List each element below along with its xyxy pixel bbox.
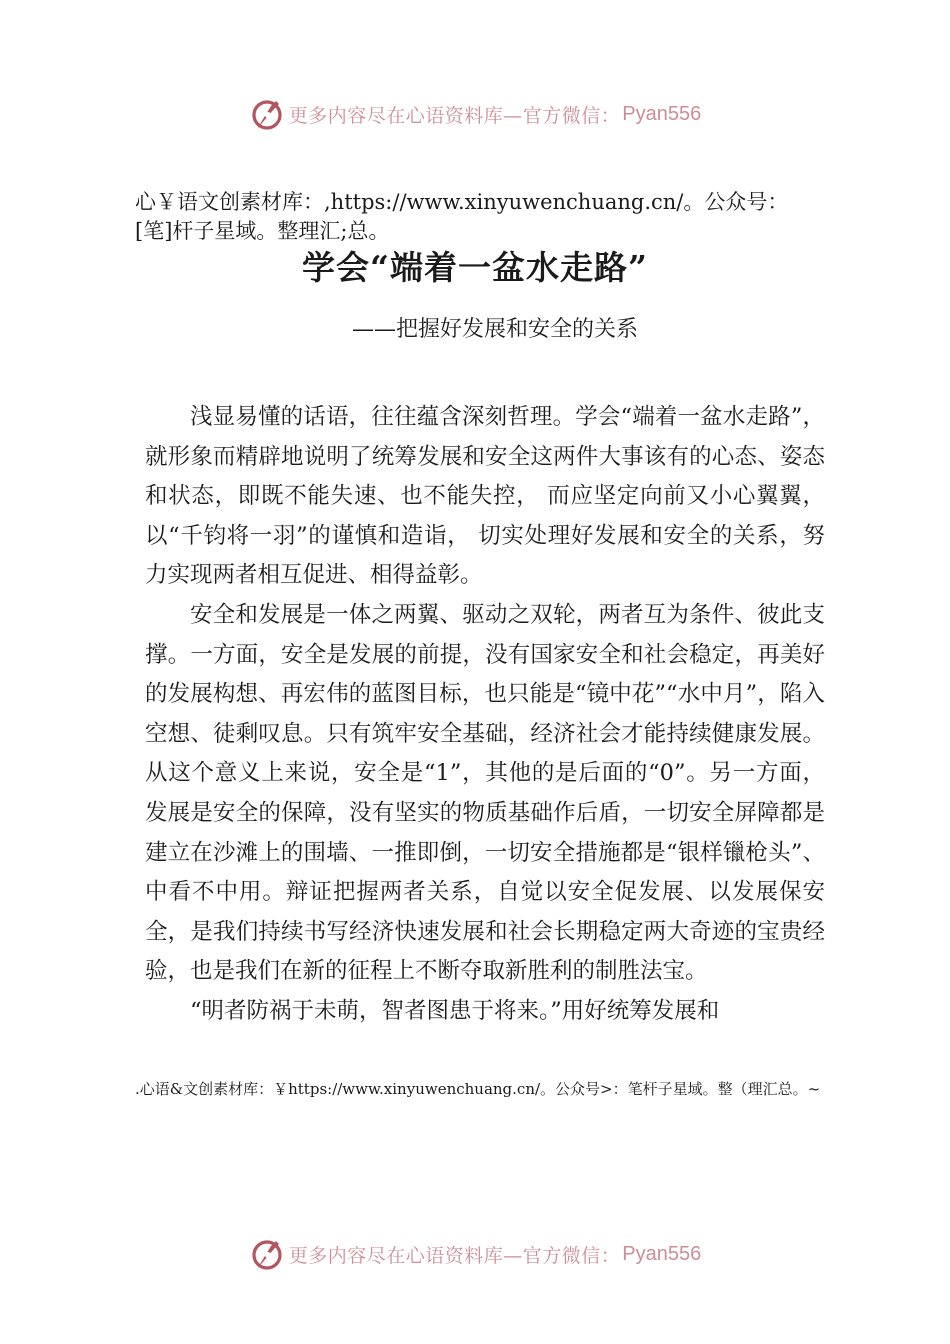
pen-logo-icon — [249, 1236, 285, 1272]
watermark-text: 更多内容尽在心语资料库—官方微信： — [288, 1244, 621, 1267]
footer-note: .心语&文创素材库：￥https://www.xinyuwenchuang.cn/。公众号>：笔杆子星域。整（理汇总。~ — [135, 1080, 821, 1098]
pen-logo-icon — [249, 96, 285, 132]
watermark-account: Pyan556 — [622, 1242, 702, 1265]
watermark-text: 更多内容尽在心语资料库—官方微信： — [288, 104, 621, 127]
header-note: 心￥语文创素材库：,https://www.xinyuwenchuang.cn/。公众号：[笔]杆子星域。整理汇;总。 — [135, 190, 789, 243]
paragraph-2: 安全和发展是一体之两翼、驱动之双轮，两者互为条件、彼此支撑。一方面，安全是发展的前提，没有国家安全和社会稳定，再美好的发展构想、再宏伟的蓝图目标，也只能是“镜中花”“水中月”，陷入空想、徒剩叹息。只有筑牢安全基础，经济社会才能持续健康发展。从这个意义上来说，安全是“1”，其他的是后面的“0”。另一方面，发展是安全的保障，没有坚实的物质基础作后盾，一切安全屏障都是建立在沙滩上的围墙、一推即倒，一切安全措施都是“银样镴枪头”、中看不中用。辩证把握两者关系，自觉以安全促发展、以发展保安全，是我们持续书写经济快速发展和社会长期稳定两大奇迹的宝贵经验，也是我们在新的征程上不断夺取新胜利的制胜法宝。 — [145, 601, 825, 985]
paragraph-1: 浅显易懂的话语，往往蕴含深刻哲理。学会“端着一盆水走路”，就形象而精辟地说明了统筹发展和安全这两件大事该有的心态、姿态和状态，即既不能失速、也不能失控， 而应坚定向前又小心翼翼，以“千钧将一羽”的谨慎和造诣， 切实处理好发展和安全的关系，努力实现两者相互促进、相得益彰。 — [145, 404, 825, 589]
watermark-bottom — [0, 1234, 950, 1274]
article-body — [145, 398, 825, 1032]
article-subtitle: ——把握好发展和安全的关系 — [351, 317, 638, 342]
paragraph-3: “明者防祸于未萌，智者图患于将来。”用好统筹发展和 — [190, 997, 720, 1024]
watermark-account: Pyan556 — [622, 102, 702, 125]
watermark-top — [0, 94, 950, 134]
article-title: 学会“端着一盆水走路” — [302, 248, 648, 287]
